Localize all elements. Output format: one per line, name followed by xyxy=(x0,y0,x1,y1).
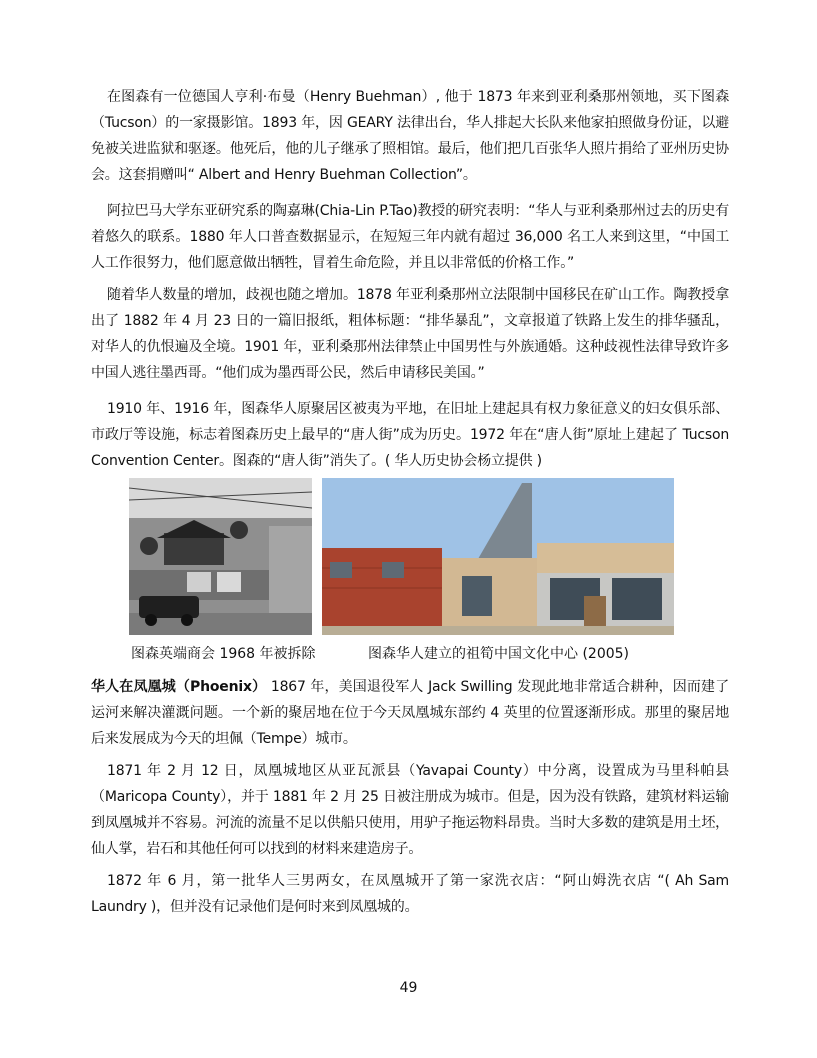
document-body xyxy=(91,84,729,920)
page-number: 49 xyxy=(399,980,418,996)
figure-captions xyxy=(91,644,729,668)
paragraph-chinatown: 1910 年、1916 年，图森华人原聚居区被夷为平地，在旧址上建起具有权力象征意义的妇女俱乐部、市政厅等设施，标志着图森历史上最早的“唐人街”成为历史。1972 年在“唐人街”原址上建起了 Tucson Convention Center。图森的“唐人街”消失了。( 华人历史协会杨立提供 ) xyxy=(91,401,729,469)
section-heading-phoenix: 华人在凤凰城（Phoenix） xyxy=(91,679,267,695)
paragraph-discrimination: 随着华人数量的增加，歧视也随之增加。1878 年亚利桑那州立法限制中国移民在矿山工作。陶教授拿出了 1882 年 4 月 23 日的一篇旧报纸，粗体标题：“排华暴乱”，文章报道了铁路上发生的排华骚乱，对华人的仇恨遍及全境。1901 年，亚利桑那州法律禁止中国男性与外族通婚。这种歧视性法律导致许多中国人逃往墨西哥。“他们成为墨西哥公民，然后申请移民美国。” xyxy=(91,287,729,381)
caption-left: 图森英端商会 1968 年被拆除 xyxy=(131,646,316,662)
paragraph-maricopa: 1871 年 2 月 12 日，凤凰城地区从亚瓦派县（Yavapai County）中分离，设置成为马里科帕县（Maricopa County），并于 1881 年 2 月 25 日被注册成为城市。但是，因为没有铁路，建筑材料运输到凤凰城并不容易。河流的流量不足以供船只使用，用驴子拖运物料昂贵。当时大多数的建筑是用土坯，仙人掌，岩石和其他任何可以找到的材料来建造房子。 xyxy=(91,763,729,857)
photo-cultural-center xyxy=(322,478,674,635)
paragraph-laundry: 1872 年 6 月，第一批华人三男两女，在凤凰城开了第一家洗衣店：“阿山姆洗衣店 “( Ah Sam Laundry )，但并没有记录他们是何时来到凤凰城的。 xyxy=(91,873,729,915)
paragraph-tao-research: 阿拉巴马大学东亚研究系的陶嘉琳(Chia-Lin P.Tao)教授的研究表明：“华人与亚利桑那州过去的历史有着悠久的联系。1880 年人口普查数据显示，在短短三年内就有超过 36,000 名工人来到这里，“中国工人工作很努力，他们愿意做出牺牲，冒着生命危险，并且以非常低的价格工作。” xyxy=(91,203,729,271)
paragraph-buehman: 在图森有一位德国人亨利·布曼（Henry Buehman）, 他于 1873 年来到亚利桑那州领地，买下图森（Tucson）的一家摄影馆。1893 年，因 GEARY 法律出台，华人排起大长队来他家拍照做身份证，以避免被关进监狱和驱逐。他死后，他的儿子继承了照相馆。最后，他们把几百张华人照片捐给了亚州历史协会。这套捐赠叫“ Albert and Henry Buehman Collection”。 xyxy=(91,89,729,183)
paragraph-phoenix-body: 1867 年，美国退役军人 Jack Swilling 发现此地非常适合耕种，因而建了运河来解决灌溉问题。一个新的聚居地在位于今天凤凰城东部约 4 英里的位置逐渐形成。那里的聚居地后来发展成为今天的坦佩（Tempe）城市。 xyxy=(91,679,730,747)
caption-right: 图森华人建立的祖筍中国文化中心 (2005) xyxy=(368,646,630,662)
figure-row xyxy=(91,478,729,638)
paragraph-phoenix xyxy=(91,674,729,752)
photo-old-chinatown-building xyxy=(129,478,312,635)
